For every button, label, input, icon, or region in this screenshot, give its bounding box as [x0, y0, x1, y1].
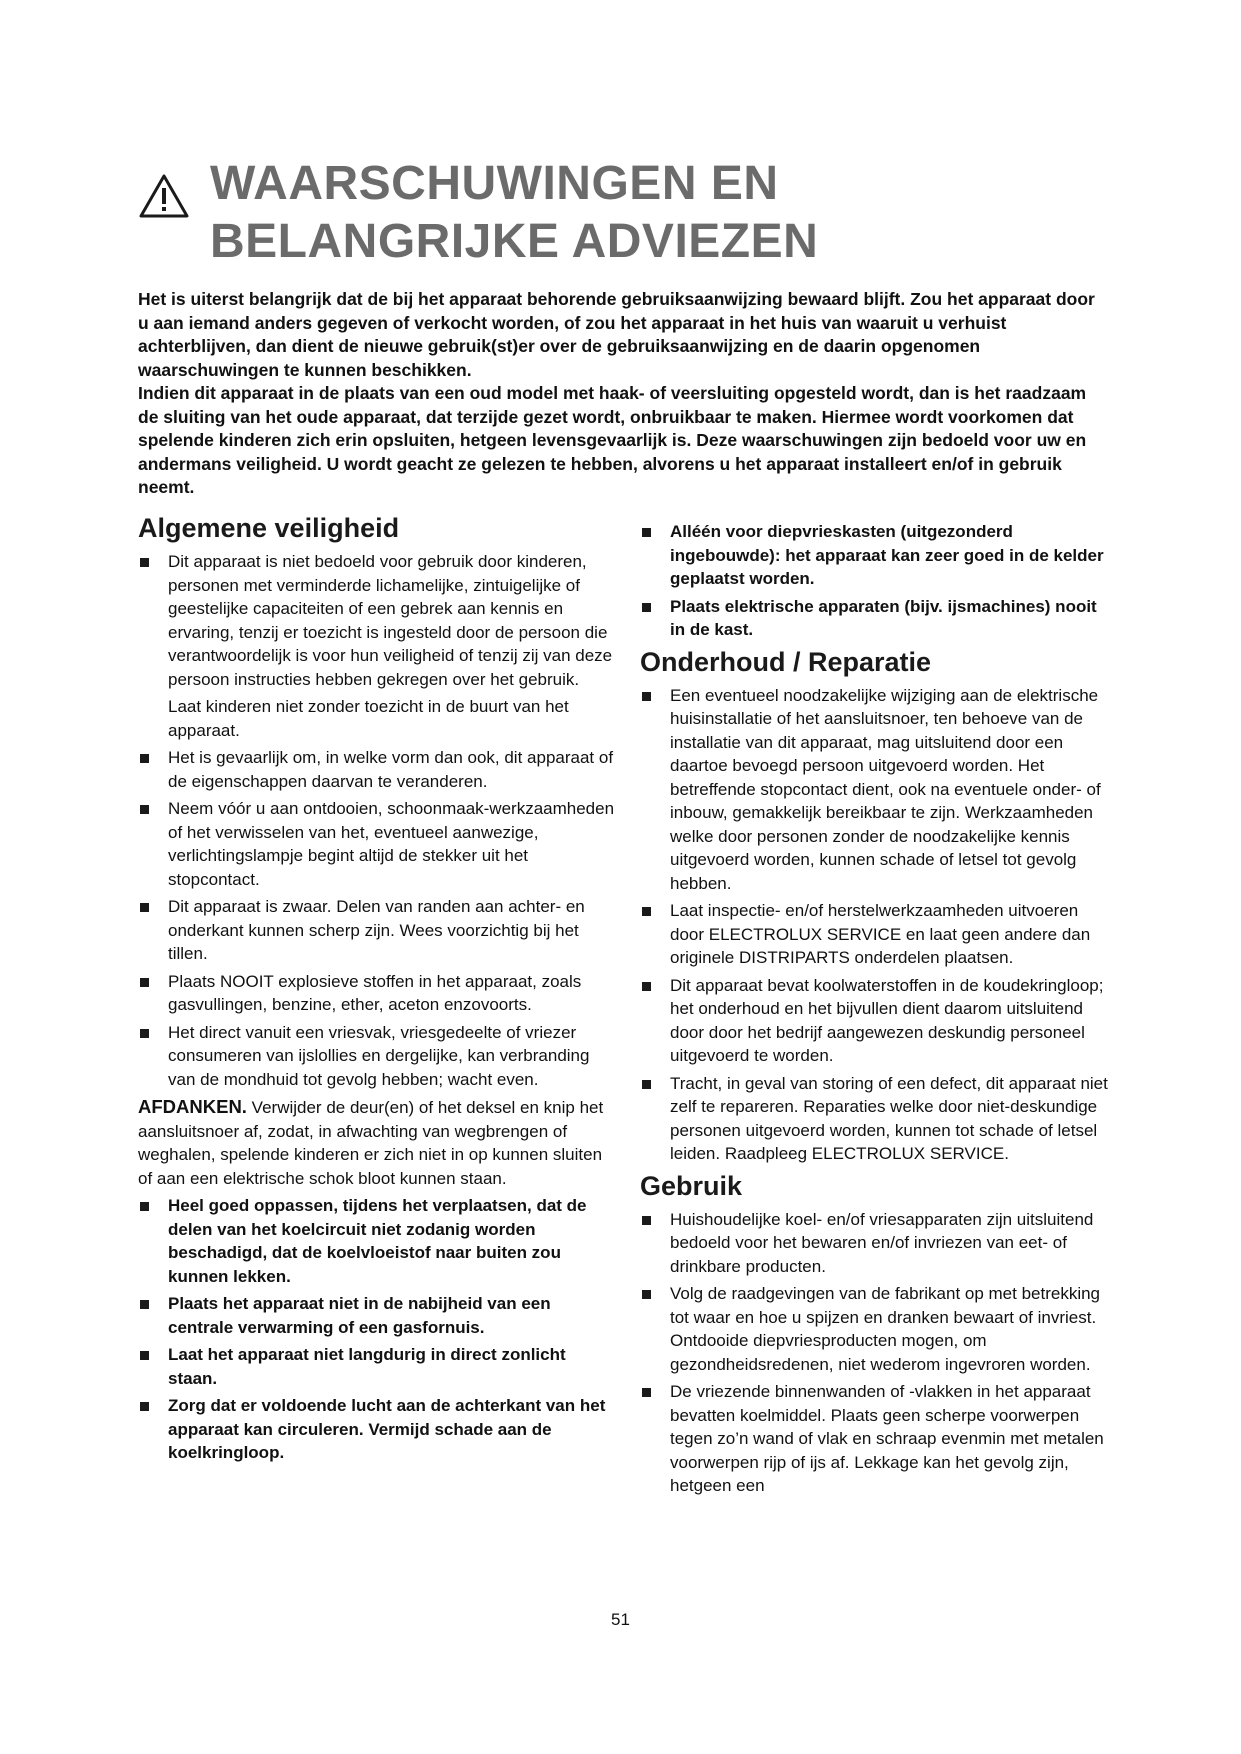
- list-item-text: Plaats elektrische apparaten (bijv. ijsmachines) nooit in de kast.: [670, 596, 1097, 639]
- square-bullet-icon: [140, 754, 149, 763]
- disposal-keyword: AFDANKEN.: [138, 1096, 247, 1117]
- list-item: [138, 550, 618, 742]
- list-item-text: Laat het apparaat niet langdurig in direct zonlicht staan.: [168, 1345, 566, 1388]
- general-safety-list: [138, 550, 618, 1091]
- square-bullet-icon: [642, 1388, 651, 1397]
- list-item: [138, 895, 618, 966]
- list-item: [138, 1292, 618, 1339]
- square-bullet-icon: [140, 978, 149, 987]
- list-item-text: Alléén voor diepvrieskasten (uitgezonderd ingebouwde): het apparaat kan zeer goed in de kelder geplaatst worden.: [670, 522, 1104, 588]
- list-item: [138, 746, 618, 793]
- list-item: [640, 1208, 1110, 1279]
- square-bullet-icon: [140, 1351, 149, 1360]
- list-item-text: Tracht, in geval van storing of een defect, dit apparaat niet zelf te repareren. Reparaties welke door niet-deskundige personen uitgevoerd worden, kunnen tot schade of letsel leiden. Raadpleeg ELECTROLUX SERVICE.: [670, 1073, 1108, 1163]
- list-item: [138, 797, 618, 891]
- list-item-text: Een eventueel noodzakelijke wijziging aan de elektrische huisinstallatie of het aansluitsnoer, ten behoeve van de installatie van dit apparaat, mag uitsluitend door een daartoe bevoegd persoon uitgevoerd worden. Het betreffende stopcontact dient, ook na eventuele onder- of inbouw, gemakkelijk bereikbaar te zijn. Werkzaamheden welke door personen zonder de noodzakelijke kennis uitgevoerd worden, kunnen schade of letsel tot gevolg hebben.: [670, 685, 1101, 893]
- page-number: 51: [611, 1610, 630, 1629]
- square-bullet-icon: [642, 603, 651, 612]
- list-item-text: Dit apparaat is zwaar. Delen van randen aan achter- en onderkant kunnen scherp zijn. Wees voorzichtig bij het tillen.: [168, 897, 585, 963]
- list-item-text: Volg de raadgevingen van de fabrikant op met betrekking tot waar en hoe u spijzen en dranken bewaart of invriest. Ontdooide diepvriesproducten mogen, om gezondheidsredenen, niet wederom ingevroren worden.: [670, 1284, 1101, 1374]
- square-bullet-icon: [140, 558, 149, 567]
- usage-list: [640, 1208, 1110, 1498]
- square-bullet-icon: [140, 1300, 149, 1309]
- warning-triangle-icon: [138, 173, 190, 219]
- list-item: [640, 595, 1110, 642]
- list-item-text: Laat inspectie- en/of herstelwerkzaamheden uitvoeren door ELECTROLUX SERVICE en laat geen andere dan originele DISTRIPARTS onderdelen plaatsen.: [670, 901, 1091, 967]
- list-item: [640, 974, 1110, 1068]
- section-heading-usage: Gebruik: [640, 1170, 743, 1201]
- list-item-text: Dit apparaat bevat koolwaterstoffen in de koudekringloop; het onderhoud en het bijvullen dient daarom uitsluitend door door het bedrijf aangewezen deskundig personeel uitgevoerd te worden.: [670, 975, 1104, 1065]
- square-bullet-icon: [140, 1202, 149, 1211]
- disposal-text: Verwijder de deur(en) of het deksel en knip het aansluitsnoer af, zodat, in afwachting van wegbrengen of weghalen, spelende kinderen er zich niet in op kunnen sluiten of aan een elektrische schok bloot kunnen staan.: [138, 1098, 604, 1188]
- bold-warnings-list: [138, 1194, 618, 1465]
- disposal-paragraph: [138, 1095, 618, 1190]
- list-item: [640, 899, 1110, 970]
- list-item-text: Zorg dat er voldoende lucht aan de achterkant van het apparaat kan circuleren. Vermijd schade aan de koelkringloop.: [168, 1396, 606, 1462]
- list-item: [138, 1394, 618, 1465]
- list-item: [640, 1380, 1110, 1498]
- square-bullet-icon: [140, 1029, 149, 1038]
- right-column: [640, 520, 1110, 1502]
- square-bullet-icon: [642, 1080, 651, 1089]
- page-title: [210, 155, 818, 271]
- square-bullet-icon: [642, 1290, 651, 1299]
- square-bullet-icon: [140, 903, 149, 912]
- list-item: [640, 684, 1110, 896]
- list-item-text: Huishoudelijke koel- en/of vriesapparaten zijn uitsluitend bedoeld voor het bewaren en/of invriezen van eet- of drinkbare producten.: [670, 1209, 1094, 1276]
- square-bullet-icon: [140, 805, 149, 814]
- intro-paragraph-2: Indien dit apparaat in de plaats van een oud model met haak- of veersluiting opgesteld wordt, dan is het raadzaam de sluiting van het oude apparaat, dat terzijde gezet wordt, onbruikbaar te maken. Hiermee wordt voorkomen dat spelende kinderen zich erin opsluiten, hetgeen levensgevaarlijk is. Deze waarschuwingen zijn bedoeld voor uw en andermans veiligheid. U wordt geacht ze gelezen te hebben, alvorens u het apparaat installeert en/of in gebruik neemt.: [138, 383, 1087, 497]
- list-item: [138, 970, 618, 1017]
- title-line-2: BELANGRIJKE ADVIEZEN: [210, 215, 819, 268]
- list-item-text: Heel goed oppassen, tijdens het verplaatsen, dat de delen van het koelcircuit niet zodanig worden beschadigd, dat de koelvloeistof naar buiten zou kunnen lekken.: [168, 1196, 587, 1286]
- section-heading-general-safety: Algemene veiligheid: [138, 513, 400, 543]
- list-item-text: Dit apparaat is niet bedoeld voor gebruik door kinderen, personen met verminderde lichamelijke, zintuigelijke of geestelijke capaciteiten of een gebrek aan kennis en ervaring, tenzij er toezicht is ingesteld door de persoon die verantwoordelijk is voor hun veiligheid of tenzij zij van deze persoon instructies hebben gekregen over het gebruik.: [168, 552, 613, 689]
- square-bullet-icon: [642, 528, 651, 537]
- list-item: [138, 1343, 618, 1390]
- list-item-text: De vriezende binnenwanden of -vlakken in het apparaat bevatten koelmiddel. Plaats geen scherpe voorwerpen tegen zo’n wand of vlak en schraap evenmin met metalen voorwerpen rijp of ijs af. Lekkage kan het gevolg zijn, hetgeen een: [670, 1382, 1104, 1495]
- intro-paragraph-1: Het is uiterst belangrijk dat de bij het apparaat behorende gebruiksaanwijzing bewaard blijft. Zou het apparaat door u aan iemand anders gegeven of verkocht worden, of zou het apparaat in het huis van waaruit u verhuist achterblijven, dan dient de nieuwe gebruik(st)er over de gebruiksaanwijzing en de daarin opgenomen waarschuwingen te kunnen beschikken.: [138, 289, 1095, 380]
- square-bullet-icon: [642, 982, 651, 991]
- list-item: [640, 520, 1110, 591]
- title-line-1: WAARSCHUWINGEN EN: [210, 157, 779, 210]
- right-bold-list: [640, 520, 1110, 642]
- list-item: [640, 1282, 1110, 1376]
- list-item: [138, 1021, 618, 1092]
- list-item-subtext: Laat kinderen niet zonder toezicht in de buurt van het apparaat.: [168, 697, 569, 740]
- list-item: [138, 1194, 618, 1288]
- square-bullet-icon: [642, 1216, 651, 1225]
- list-item: [640, 1072, 1110, 1166]
- square-bullet-icon: [642, 692, 651, 701]
- list-item-text: Het direct vanuit een vriesvak, vriesgedeelte of vriezer consumeren van ijslollies en dergelijke, kan verbranding van de mondhuid tot gevolg hebben; wacht even.: [168, 1022, 590, 1089]
- list-item-text: Het is gevaarlijk om, in welke vorm dan ook, dit apparaat of de eigenschappen daarvan te veranderen.: [168, 748, 614, 791]
- left-column: [138, 512, 618, 1469]
- section-heading-maintenance: Onderhoud / Reparatie: [640, 646, 932, 677]
- list-item-text: Neem vóór u aan ontdooien, schoonmaak-werkzaamheden of het verwisselen van het, eventueel aanwezige, verlichtingslampje begint altijd de stekker uit het stopcontact.: [168, 799, 615, 889]
- square-bullet-icon: [642, 907, 651, 916]
- list-item-text: Plaats NOOIT explosieve stoffen in het apparaat, zoals gasvullingen, benzine, ether, aceton enzovoorts.: [168, 971, 582, 1014]
- maintenance-list: [640, 684, 1110, 1166]
- square-bullet-icon: [140, 1402, 149, 1411]
- intro-text: [138, 288, 1098, 500]
- list-item-text: Plaats het apparaat niet in de nabijheid van een centrale verwarming of een gasfornuis.: [168, 1294, 551, 1337]
